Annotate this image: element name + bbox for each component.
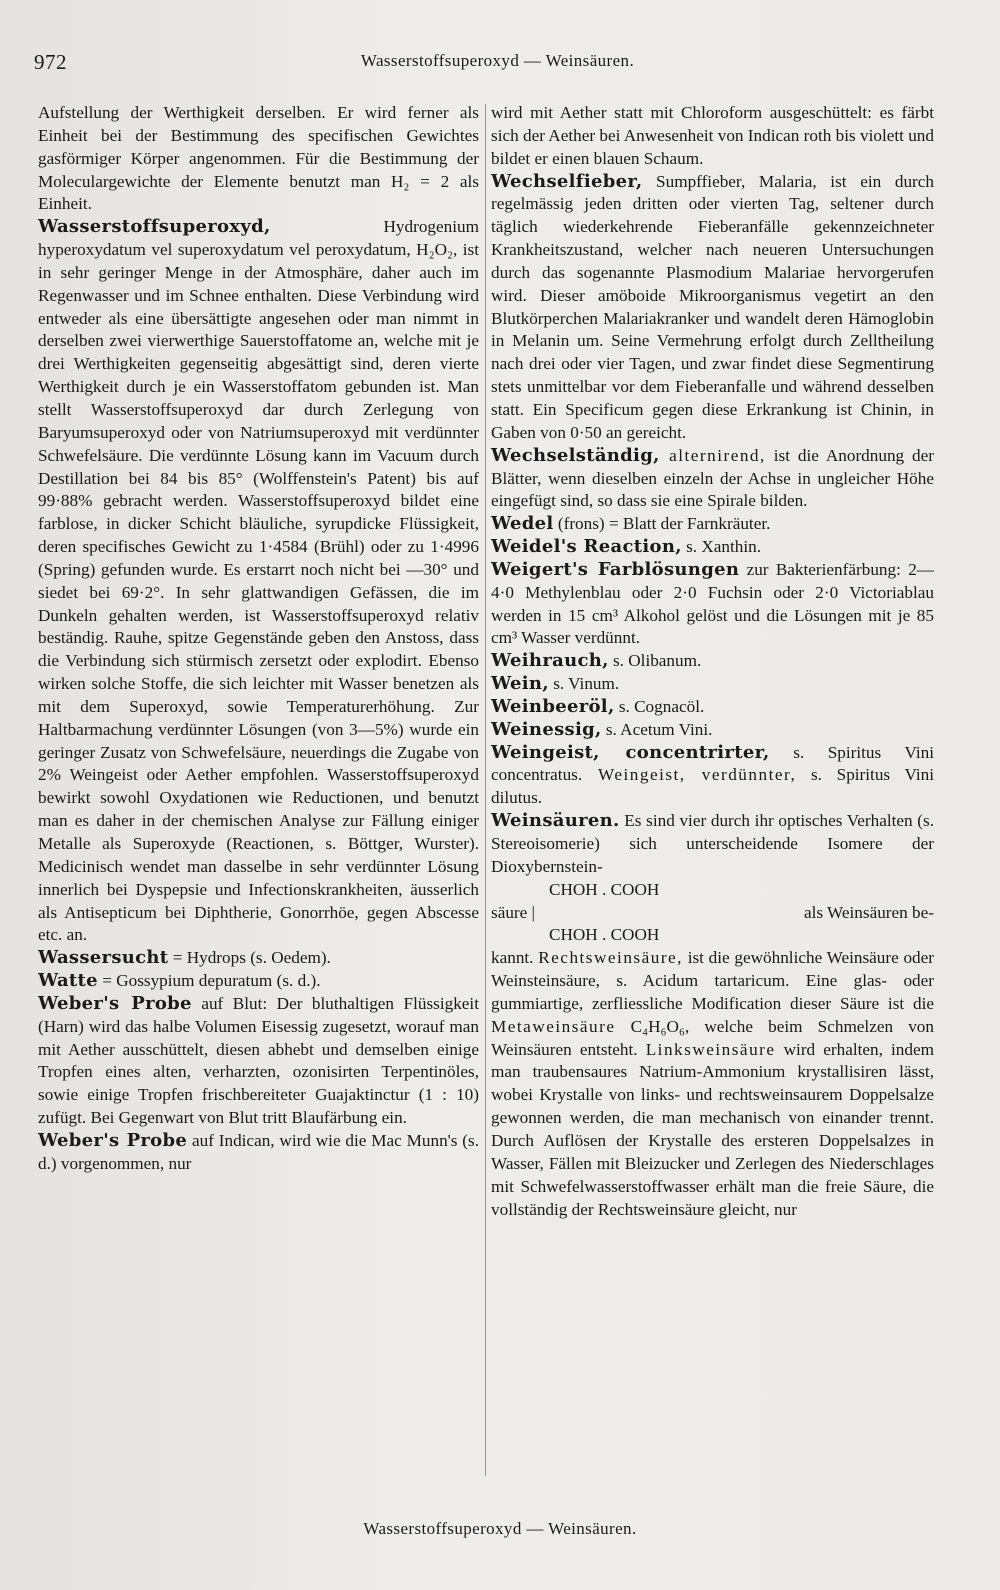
entry-text: (frons) = Blatt der Farnkräuter. [553, 514, 771, 534]
entry-wechselfieber [491, 171, 934, 445]
paragraph: wird mit Aether statt mit Chloroform ausgeschüttelt: es färbt sich der Aether bei Anwesenheit von Indican roth bis violett und bildet er einen blauen Schaum. [491, 103, 934, 168]
entry-text: = Hydrops (s. Oedem). [168, 948, 331, 968]
entry-text: Es sind vier durch ihr optisches Verhalten (s. Stereoisomerie) sich unterscheidende Isomere der Dioxybernstein- [491, 811, 934, 876]
formula-continuation: als Weinsäuren be- [803, 902, 934, 922]
headword: Weber's Probe [38, 1129, 188, 1151]
left-column [38, 102, 479, 1176]
entry-text: ist die Anordnung der Blätter, wenn dieselben einzeln der Achse in ungleicher Höhe eingefügt sind, so dass sie eine Spirale bilden. [491, 445, 934, 511]
entry-weihrauch [491, 650, 934, 673]
headword: Wechselfieber, [491, 170, 643, 192]
paragraph: Aufstellung der Werthigkeit derselben. Er wird ferner als Einheit bei der Bestimmung des specifischen Gewichtes gasförmiger Körper angenommen. Für die Bestimmung der Moleculargewichte der Elemente benutzt man H₂ = 2 als Einheit. [38, 103, 479, 214]
headword: Weidel's Reaction, [491, 536, 682, 558]
entry-weingeist [491, 742, 934, 811]
formula-line-top: CHOH . COOH [549, 879, 660, 899]
entry-text: s. Xanthin. [681, 537, 762, 557]
headword: Weingeist, concentrirter, [491, 741, 770, 763]
structural-formula [491, 879, 934, 948]
entry-wassersucht [38, 947, 479, 970]
entry-watte [38, 970, 479, 993]
page-number: 972 [34, 50, 67, 74]
headword: Weihrauch, [491, 650, 609, 672]
spaced-term: Metaweinsäure [491, 1016, 616, 1036]
formula-line-bottom: CHOH . COOH [549, 925, 660, 945]
formula-bond: säure | [491, 902, 536, 922]
entry-text: = Gossypium depuratum (s. d.). [97, 971, 321, 991]
spaced-term: Rechtsweinsäure, [538, 948, 683, 968]
entry-weigerts-farbloesungen [491, 559, 934, 650]
headword: Weigert's Farblösungen [491, 558, 740, 580]
entry-webers-probe-indican [38, 1130, 479, 1176]
headword: Wasserstoffsuperoxyd, [38, 216, 271, 238]
entry-webers-probe-blut [38, 993, 479, 1130]
headword: Weber's Probe [38, 992, 192, 1014]
headword: Weinbeeröl, [491, 695, 615, 717]
headword: Weinsäuren. [491, 810, 620, 832]
headword: Wassersucht [38, 947, 169, 969]
entry-text: wird erhalten, indem man traubensaures Natrium-Ammonium krystallisiren lässt, wobei Krystalle von links- und rechtsweinsaurem Doppelsalze gewonnen werden, die man mechanisch von einander trennt. Durch Auflösen der Krystalle des ersteren Doppelsalzes in Wasser, Fällen mit Bleizucker und Zerlegen des Niederschlages mit Schwefelwasserstoffwasser erhält man die freie Säure, die vollständig der Rechtsweinsäure gleicht, nur [491, 1039, 934, 1219]
spaced-term: Weingeist, verdünnter, [582, 765, 797, 785]
entry-text: kannt. [491, 948, 539, 968]
entry-text: zur Bakterienfärbung: 2—4·0 Methylenblau oder 2·0 Fuchsin oder 2·0 Victoriablau werden in 15 cm³ Alkohol gelöst und die Lösungen mit je 85 cm³ Wasser verdünnt. [491, 559, 934, 648]
paragraph-continuation [491, 947, 934, 1221]
formula-line-middle [491, 902, 934, 925]
entry-text: s. Spiritus Vini dilutus. [491, 765, 934, 808]
entry-text: s. Vinum. [548, 674, 620, 694]
entry-weinessig [491, 719, 934, 742]
entry-weinbeeroel [491, 696, 934, 719]
entry-text: ist die gewöhnliche Weinsäure oder Weinsteinsäure, s. Acidum tartaricum. Eine glas- oder gummiartige, zerfliessliche Modification dieser Säure ist die [491, 948, 935, 1013]
entry-wein [491, 673, 934, 696]
entry-text: s. Spiritus Vini concentratus. [491, 742, 934, 785]
entry-weinsaeuren [491, 810, 934, 879]
page-header [30, 46, 965, 76]
running-head: Wasserstoffsuperoxyd — Weinsäuren. [360, 51, 635, 70]
entry-wechselstaendig [491, 445, 934, 514]
entry-weidels-reaction [491, 536, 934, 559]
entry-wasserstoffsuperoxyd [38, 216, 479, 947]
headword: Weinessig, [491, 718, 602, 740]
entry-text: auf Blut: Der bluthaltigen Flüssigkeit (Harn) wird das halbe Volumen Eisessig zugesetzt, worauf man mit Aether ausschüttelt, diesen abhebt und demselben einige Tropfen eines alten, verharzten, ozonisirten Terpentinöles, sowie einige Tropfen frischbereiteter Guajaktinctur (1 : 10) zufügt. Bei Gegenwart von Blut tritt Blaufärbung ein. [38, 993, 479, 1128]
entry-text: C₄H₆O₆, welche beim Schmelzen von Weinsäuren entsteht. [491, 1016, 934, 1059]
spaced-term: Linksweinsäure [645, 1039, 776, 1059]
headword: Watte [38, 970, 98, 992]
headword: Wein, [491, 673, 549, 695]
headword: Wedel [491, 513, 554, 535]
entry-text: auf Indican, wird wie die Mac Munn's (s. d.) vorgenommen, nur [38, 1130, 479, 1173]
entry-text: Hydrogenium hyperoxydatum vel superoxydatum vel peroxydatum, H₂O₂, ist in sehr geringer Menge in der Atmosphäre, daher auch im Regenwasser und im Schnee enthalten. Diese Verbindung wird entweder als eine übersättigte angesehen oder man nimmt in derselben zwei vierwerthige Sauerstoffatome an, welche mit je drei Werthigkeiten gegenseitig abgesättigt sind, deren vierte Werthigkeit durch je ein Wasserstoffatom gebunden ist. Man stellt Wasserstoffsuperoxyd dar durch Zerlegung von Baryumsuperoxyd oder von Natriumsuperoxyd mit verdünnter Schwefelsäure. Die verdünnte Lösung kann im Vacuum durch Destillation bei 84 bis 85° (Wolffenstein's Patent) bis auf 99·88% gebracht werden. Wasserstoffsuperoxyd bildet eine farblose, in dicker Schicht bläuliche, syrupdicke Flüssigkeit, deren specifisches Gewicht zu 1·4584 (Brühl) oder zu 1·4996 (Spring) gefunden wurde. Es erstarrt noch nicht bei —30° und siedet bei 69·2°. In sehr glattwandigen Gefässen, die im Dunkeln gehalten werden, ist Wasserstoffsuperoxyd relativ beständig. Rauhe, spitze Gegenstände geben den Anstoss, dass die Verbindung sich stürmisch zersetzt oder explodirt. Ebenso wirken solche Stoffe, die sich leichter mit Wasser benetzen als mit dem Superoxyd, sowie Temperaturerhöhung. Zur Haltbarmachung verdünnter Lösungen (von 3—5%) wurde ein geringer Zusatz von Schwefelsäure, neuerdings die Zugabe von 2% Weingeist oder Aether empfohlen. Wasserstoffsuperoxyd bewirkt sowohl Oxydationen wie Reductionen, und benutzt man es daher in der chemischen Analyse zur Fällung einiger Metalle als Superoxyde (Reactionen, s. Böttger, Wurster). Medicinisch wendet man dasselbe in sehr verdünnter Lösung innerlich bei Dyspepsie und Infectionskrankheiten, äusserlich als Antisepticum bei Diphtherie, Gonorrhöe, gegen Abscesse etc. an. [38, 217, 479, 945]
spaced-term: alternirend, [659, 445, 766, 465]
entry-wedel [491, 513, 934, 536]
running-foot: Wasserstoffsuperoxyd — Weinsäuren. [363, 1519, 637, 1538]
entry-text: s. Olibanum. [608, 651, 702, 671]
entry-text: s. Acetum Vini. [601, 719, 713, 739]
entry-text: s. Cognacöl. [614, 696, 705, 716]
column-divider [485, 104, 486, 1476]
entry-text: Sumpffieber, Malaria, ist ein durch regelmässig jeden dritten oder vierten Tag, seltener durch täglich wiederkehrende Fieberanfälle gekennzeichneter Krankheitszustand, welcher nach neueren Untersuchungen durch das sogenannte Plasmodium Malariae hervorgerufen wird. Dieser amöboide Mikroorganismus vegetirt an den Blutkörperchen Malariakranker und wandelt deren Hämoglobin in Melanin um. Seine Vermehrung erfolgt durch Zelltheilung nach drei oder vier Tagen, und zwar findet diese Segmentirung stets unmittelbar vor dem Fieberanfalle und während desselben statt. Ein Specificum gegen diese Erkrankung ist Chinin, in Gaben von 0·50 an gereicht. [491, 171, 934, 442]
headword: Wechselständig, [491, 444, 660, 466]
right-column [491, 102, 934, 1221]
